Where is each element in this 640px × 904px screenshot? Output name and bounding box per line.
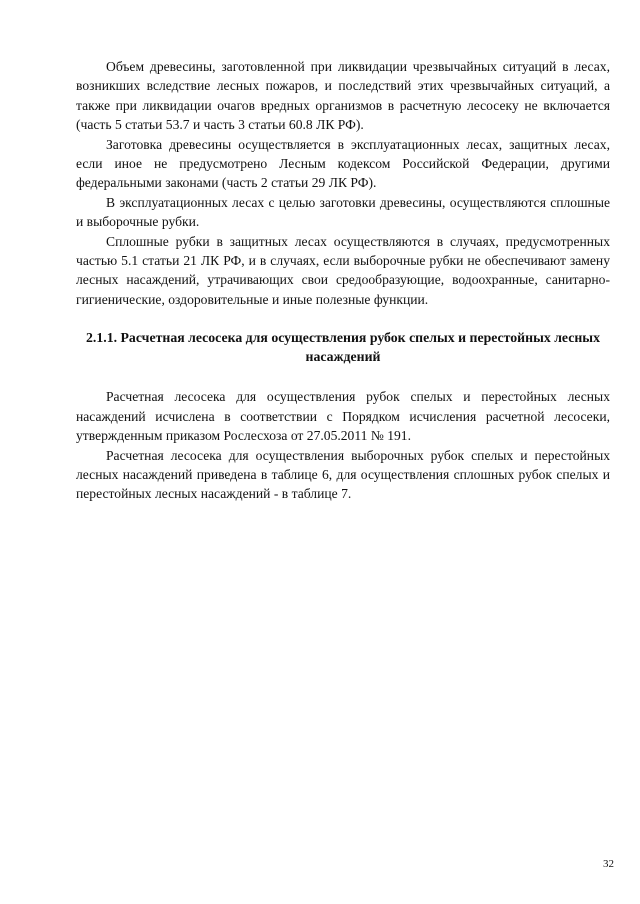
paragraph-emergency-volume: Объем древесины, заготовленной при ликвидации чрезвычайных ситуаций в лесах, возникших вследствие лесных пожаров, и последствий этих чрезвычайных ситуаций, а также при ликвидации очагов вредных организмов в расчетную лесосеку не включается (часть 5 статьи 53.7 и часть 3 статьи 60.8 ЛК РФ). (76, 59, 610, 133)
section-body (76, 387, 610, 503)
page-number: 32 (603, 858, 614, 870)
paragraph-exploitation-forests: В эксплуатационных лесах с целью заготовки древесины, осуществляются сплошные и выборочные рубки. (76, 194, 610, 230)
paragraph-calculation-basis: Расчетная лесосека для осуществления рубок спелых и перестойных лесных насаждений исчислена в соответствии с Порядком исчисления расчетной лесосеки, утвержденным приказом Рослесхоза от 27.05.2011 № 191. (76, 389, 610, 444)
paragraph-table-references: Расчетная лесосека для осуществления выборочных рубок спелых и перестойных лесных насаждений приведена в таблице 6, для осуществления сплошных рубок спелых и перестойных лесных насаждений - в таблице 7. (76, 447, 610, 502)
paragraph-harvest-forests: Заготовка древесины осуществляется в эксплуатационных лесах, защитных лесах, если иное не предусмотрено Лесным кодексом Российской Федерации, другими федеральными законами (часть 2 статьи 29 ЛК РФ). (76, 136, 610, 191)
section-heading: 2.1.1. Расчетная лесосека для осуществления рубок спелых и перестойных лесных насаждений (86, 330, 600, 364)
document-page (76, 57, 610, 504)
paragraph-clear-cuts: Сплошные рубки в защитных лесах осуществляются в случаях, предусмотренных частью 5.1 статьи 21 ЛК РФ, и в случаях, если выборочные рубки не обеспечивают замену лесных насаждений, утрачивающих свои средообразующие, водоохранные, санитарно-гигиенические, оздоровительные и иные полезные функции. (76, 233, 610, 307)
